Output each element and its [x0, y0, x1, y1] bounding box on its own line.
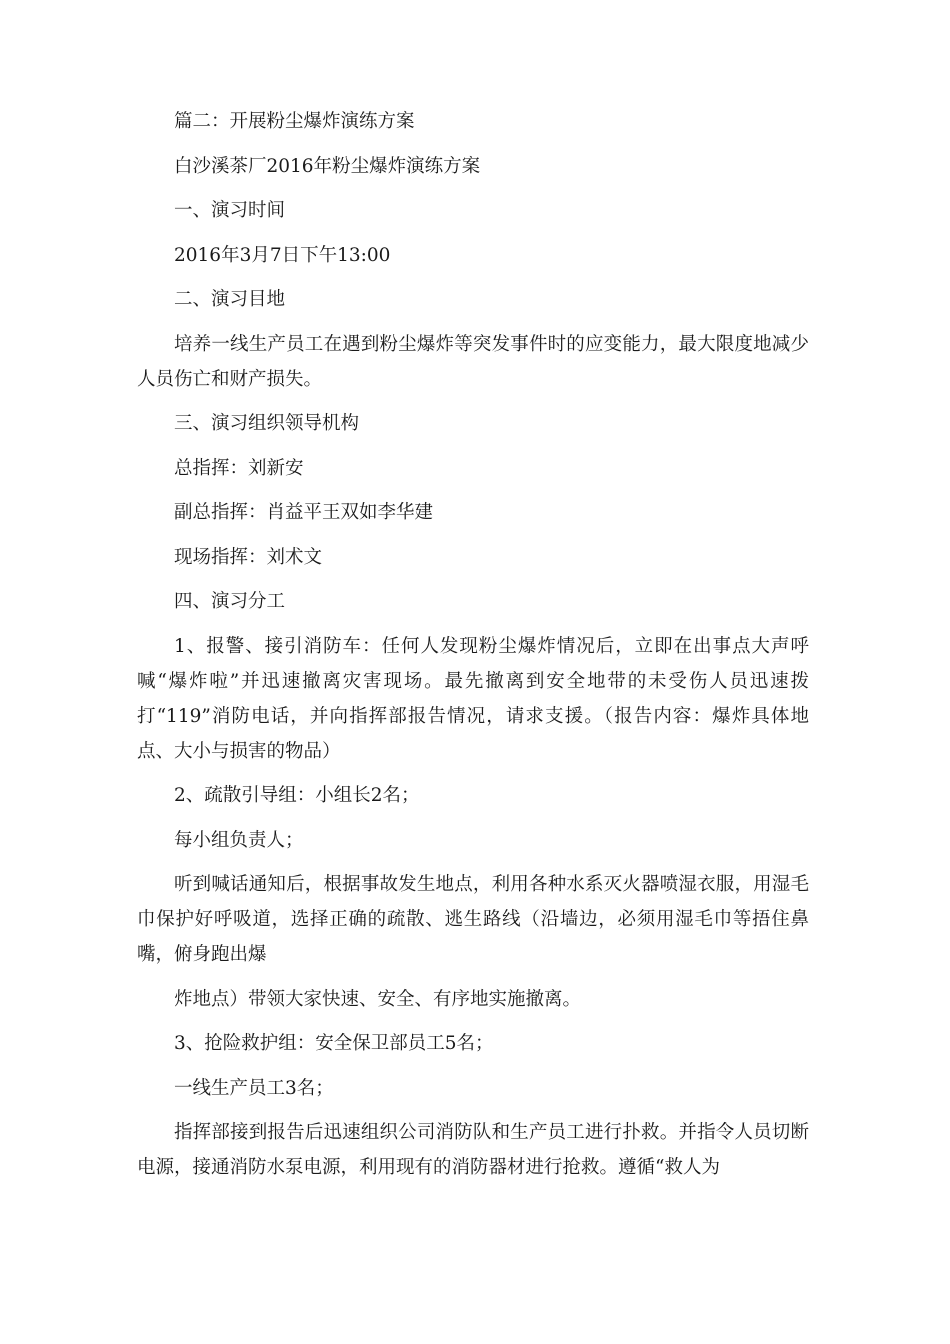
section-heading-time: 一、演习时间 — [174, 200, 286, 221]
section-heading: 篇二：开展粉尘爆炸演练方案 — [174, 111, 415, 132]
section-heading-leadership: 三、演习组织领导机构 — [174, 413, 360, 434]
group-leader-line: 每小组负责人； — [174, 829, 304, 851]
evacuation-paragraph: 听到喊话通知后，根据事故发生地点，利用各种水系灭火器喷湿衣服，用湿毛巾保护好呼吸道，选择正确的疏散、逃生路线（沿墙边，必须用湿毛巾等捂住鼻嘴，俯身跑出爆 — [137, 874, 809, 965]
document-body — [137, 104, 809, 1185]
purpose-paragraph: 培养一线生产员工在遇到粉尘爆炸等突发事件时的应变能力，最大限度地减少人员伤亡和财产损失。 — [137, 333, 809, 390]
drill-time-text: 2016年3月7日下午13:00 — [174, 244, 391, 266]
rescue-group-line: 3、抢险救护组：安全保卫部员工5名； — [174, 1033, 494, 1054]
deputy-commander-line: 副总指挥：肖益平王双如李华建 — [174, 502, 434, 523]
alarm-paragraph: 1、报警、接引消防车：任何人发现粉尘爆炸情况后，立即在出事点大声呼喊“爆炸啦”并迅速撤离灾害现场。最先撤离到安全地带的未受伤人员迅速拨打“119”消防电话，并向指挥部报告情况，请求支援。（报告内容：爆炸具体地点、大小与损害的物品） — [137, 635, 809, 762]
frontline-staff-line: 一线生产员工3名； — [174, 1077, 334, 1099]
site-commander-line: 现场指挥：刘术文 — [174, 546, 323, 568]
evacuation-paragraph-continued: 炸地点）带领大家快速、安全、有序地实施撤离。 — [174, 988, 582, 1010]
document-title: 白沙溪茶厂2016年粉尘爆炸演练方案 — [174, 155, 481, 177]
rescue-paragraph: 指挥部接到报告后迅速组织公司消防队和生产员工进行扑救。并指令人员切断电源，接通消防水泵电源，利用现有的消防器材进行抢救。遵循“救人为 — [137, 1122, 809, 1178]
section-heading-purpose: 二、演习目地 — [174, 289, 286, 310]
evacuation-group-line: 2、疏散引导组：小组长2名； — [174, 785, 420, 806]
chief-commander-line: 总指挥：刘新安 — [174, 457, 304, 479]
section-heading-division: 四、演习分工 — [174, 591, 286, 612]
